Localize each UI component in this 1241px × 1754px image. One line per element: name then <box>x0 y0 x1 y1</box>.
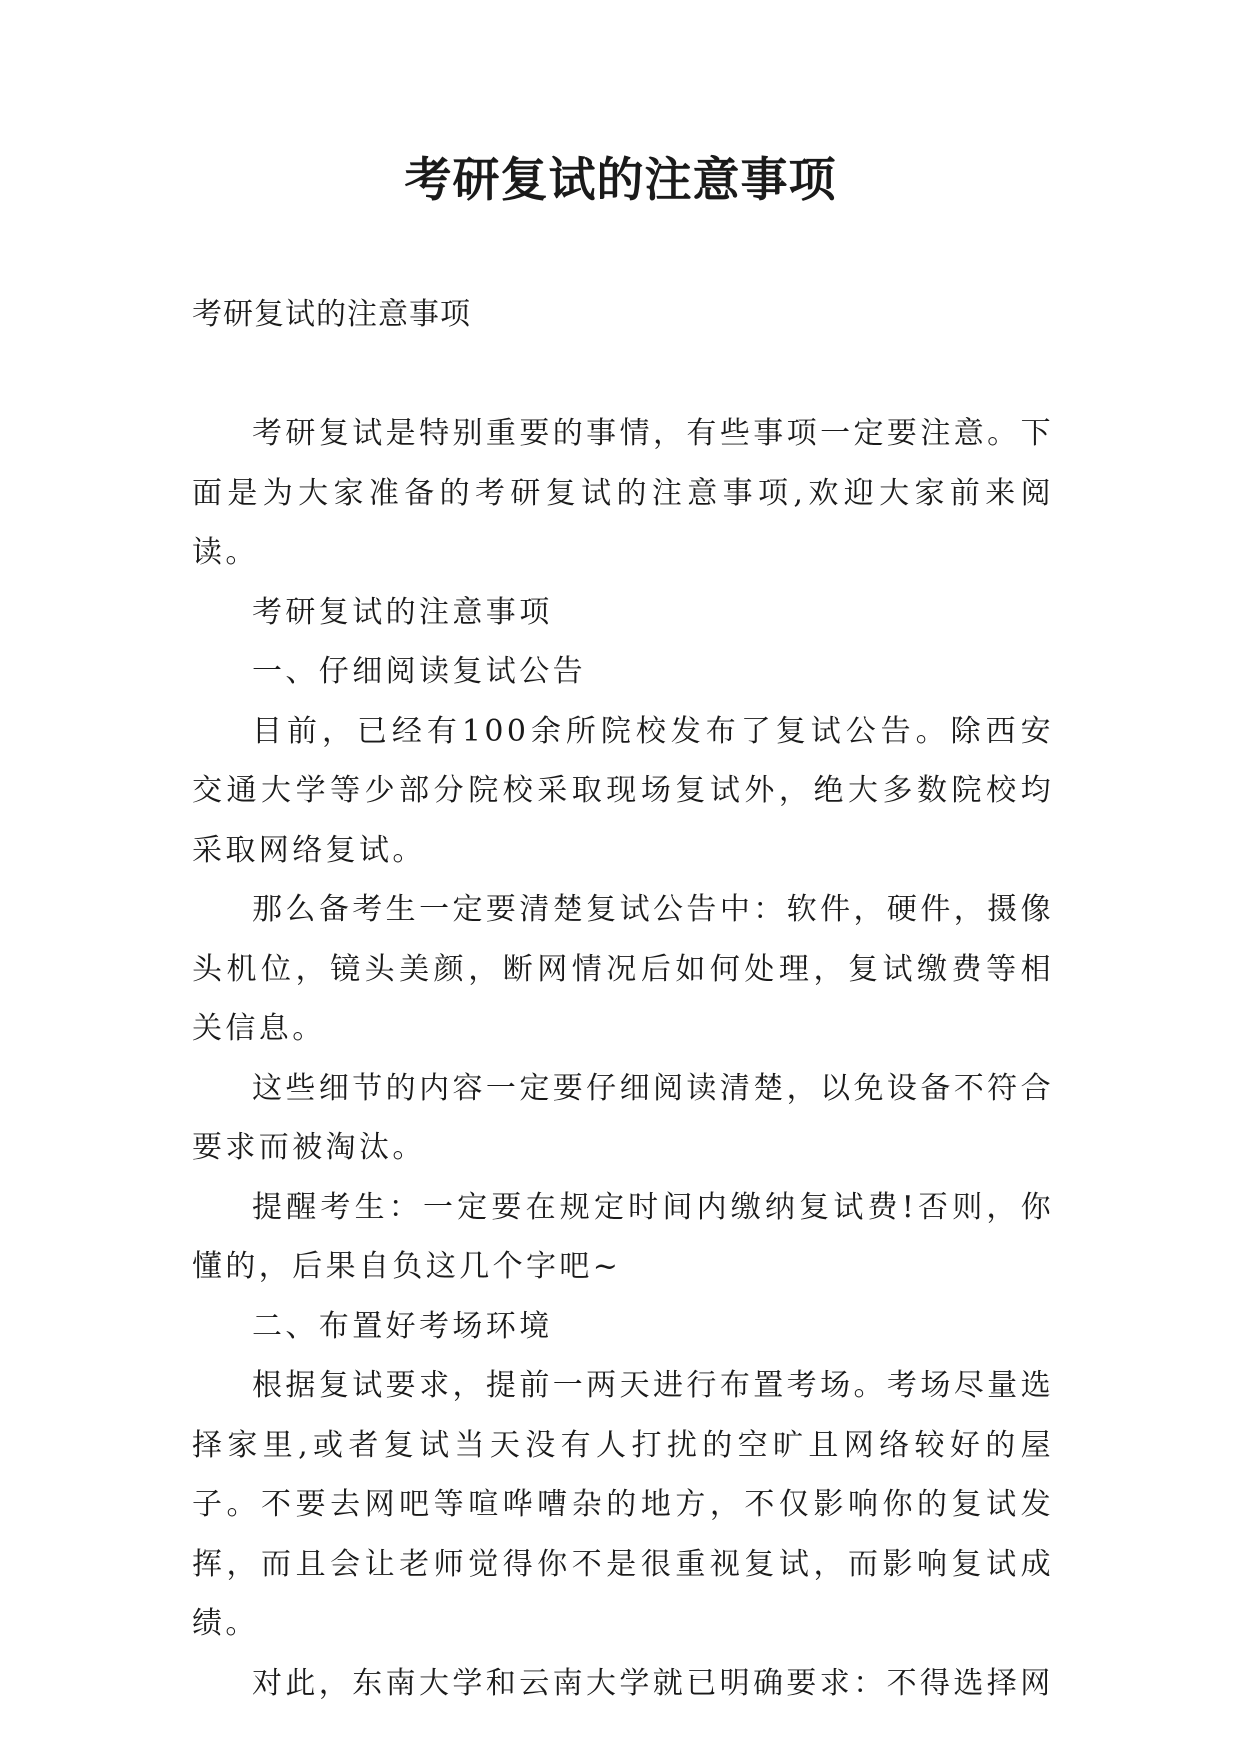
paragraph: 对此，东南大学和云南大学就已明确要求：不得选择网 <box>252 1665 1054 1701</box>
document-body <box>192 404 1054 1713</box>
paragraph: 这些细节的内容一定要仔细阅读清楚，以免设备不符合要求而被淘汰。 <box>192 1070 1054 1165</box>
paragraph: 提醒考生：一定要在规定时间内缴纳复试费!否则，你懂的，后果自负这几个字吧~ <box>192 1189 1054 1284</box>
paragraph: 根据复试要求，提前一两天进行布置考场。考场尽量选择家里,或者复试当天没有人打扰的空旷且网络较好的屋子。不要去网吧等喧哗嘈杂的地方，不仅影响你的复试发挥，而且会让老师觉得你不是很重视复试，而影响复试成绩。 <box>192 1368 1054 1641</box>
paragraph: 目前，已经有100余所院校发布了复试公告。除西安交通大学等少部分院校采取现场复试外，绝大多数院校均采取网络复试。 <box>192 713 1054 868</box>
document-title: 考研复试的注意事项 <box>404 153 837 208</box>
paragraph: 考研复试是特别重要的事情，有些事项一定要注意。下面是为大家准备的考研复试的注意事项,欢迎大家前来阅读。 <box>192 416 1054 570</box>
section-heading: 一、仔细阅读复试公告 <box>252 654 586 689</box>
document-subtitle: 考研复试的注意事项 <box>192 297 471 332</box>
paragraph: 考研复试的注意事项 <box>252 594 553 630</box>
section-heading: 二、布置好考场环境 <box>252 1308 553 1344</box>
paragraph: 那么备考生一定要清楚复试公告中：软件，硬件，摄像头机位，镜头美颜，断网情况后如何处理，复试缴费等相关信息。 <box>192 892 1054 1046</box>
